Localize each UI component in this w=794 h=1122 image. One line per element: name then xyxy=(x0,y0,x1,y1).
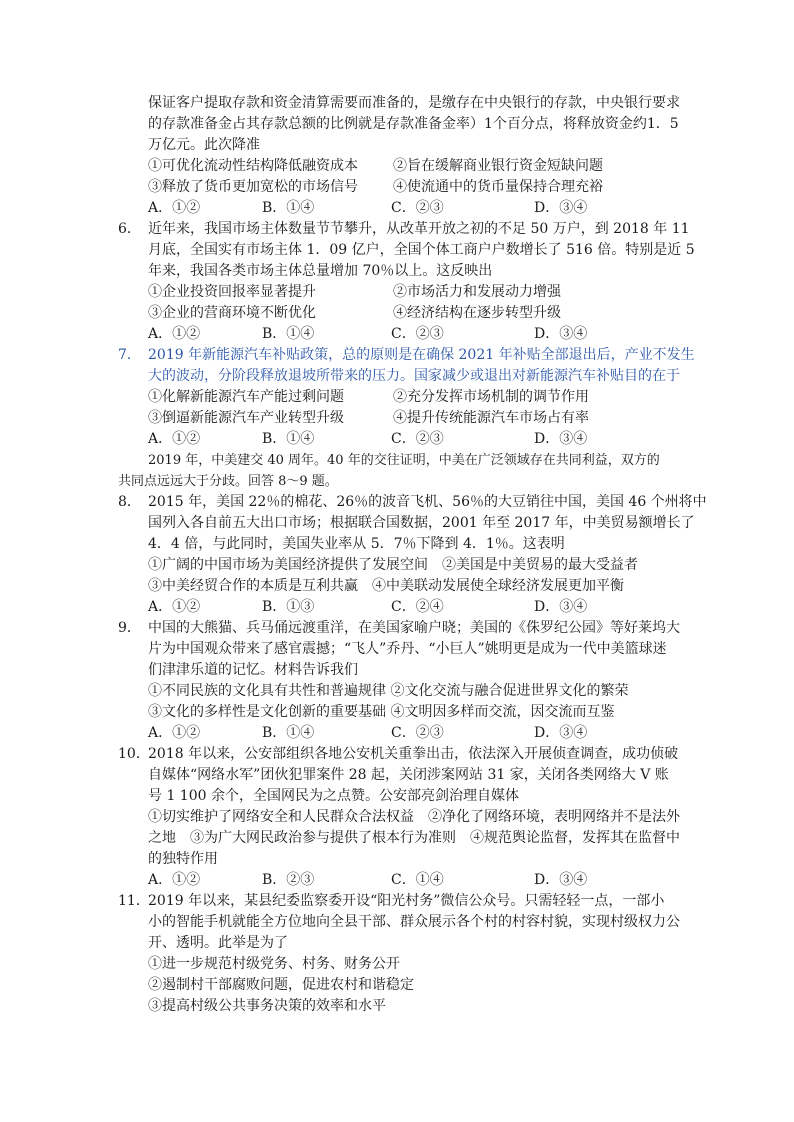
stem-line: 开、透明。此举是为了 xyxy=(148,935,288,951)
question-5-continued xyxy=(118,93,678,219)
option-a: A．①② xyxy=(148,725,201,741)
option-d: D．③④ xyxy=(534,725,588,741)
material-line: 共同点远远大于分歧。回答 8～9 题。 xyxy=(118,474,338,489)
stem-line: 保证客户提取存款和资金清算需要而准备的，是缴存在中央银行的存款，中央银行要求 xyxy=(148,95,680,111)
stem-line: 小的智能手机就能全方位地向全县干部、群众展示各个村的村容村貌，实现村级权力公 xyxy=(148,914,680,930)
option-c: C．①④ xyxy=(391,872,444,888)
stem-line xyxy=(118,618,678,639)
stem-text: 2019 年以来，某县纪委监察委开设“阳光村务”微信公众号。只需轻轻一点，一部小 xyxy=(148,893,665,909)
choice-line: ①切实维护了网络安全和人民群众合法权益 ②净化了网络环境，表明网络并不是法外 xyxy=(148,809,680,825)
question-number: 7． xyxy=(118,347,141,363)
option-b: B．②③ xyxy=(262,872,315,888)
stem-line xyxy=(118,891,678,912)
answer-options xyxy=(118,597,678,618)
choice-row xyxy=(118,177,678,198)
question-number: 8． xyxy=(118,494,141,510)
shared-material xyxy=(118,450,678,492)
stem-line: 自媒体“网络水军”团伙犯罪案件 28 起，关闭涉案网站 31 家，关闭各类网络大 V 账 xyxy=(148,767,669,783)
option-d: D．③④ xyxy=(534,872,588,888)
question-8 xyxy=(118,492,707,618)
choice-1: ①可优化流动性结构降低融资成本 xyxy=(148,158,358,174)
choice-4: ④使流通中的货币量保持合理充裕 xyxy=(393,179,603,195)
option-d: D．③④ xyxy=(534,200,588,216)
choice-line: ①广阔的中国市场为美国经济提供了发展空间 ②美国是中美贸易的最大受益者 xyxy=(148,557,638,573)
option-a: A．①② xyxy=(148,326,201,342)
answer-options xyxy=(118,870,678,891)
option-c: C．②③ xyxy=(391,200,444,216)
stem-line: 月底，全国实有市场主体 1．09 亿户，全国个体工商户户数增长了 516 倍。特别是近 5 xyxy=(148,242,695,258)
choice-3: ③释放了货币更加宽松的市场信号 xyxy=(148,179,358,195)
choice-2: ②充分发挥市场机制的调节作用 xyxy=(393,389,589,405)
option-a: A．①② xyxy=(148,200,201,216)
option-b: B．①④ xyxy=(262,431,315,447)
choice-row xyxy=(118,303,678,324)
stem-text: 近年来，我国市场主体数量节节攀升，从改革开放之初的不足 50 万户，到 2018 年 11 xyxy=(148,221,690,237)
choice-line: ②遏制村干部腐败问题，促进农村和谐稳定 xyxy=(148,977,414,993)
option-b: B．①③ xyxy=(262,599,315,615)
stem-line: 国列入各自前五大出口市场；根据联合国数据，2001 年至 2017 年，中美贸易额增长了 xyxy=(148,515,695,531)
option-d: D．③④ xyxy=(534,326,588,342)
choice-row xyxy=(118,408,678,429)
choice-4: ④经济结构在逐步转型升级 xyxy=(393,305,561,321)
stem-line: 号 1 100 余个，全国网民为之点赞。公安部亮剑治理自媒体 xyxy=(148,788,519,804)
option-a: A．①② xyxy=(148,872,201,888)
stem-line: 片为中国观众带来了感官震撼；“飞人”乔丹、“小巨人”姚明更是成为一代中美篮球迷 xyxy=(148,641,667,657)
question-number: 6． xyxy=(118,221,141,237)
choice-row xyxy=(118,282,678,303)
option-d: D．③④ xyxy=(534,599,588,615)
question-number: 10． xyxy=(118,746,150,762)
option-b: B．①④ xyxy=(262,326,315,342)
stem-text: 2018 年以来，公安部组织各地公安机关重拳出击，依法深入开展侦查调查，成功侦破 xyxy=(148,746,679,762)
question-number: 9． xyxy=(118,620,141,636)
option-c: C．②④ xyxy=(391,599,444,615)
material-line: 2019 年，中美建交 40 周年。40 年的交往证明，中美在广泛领域存在共同利益，双方的 xyxy=(148,453,660,468)
question-10 xyxy=(118,744,678,891)
stem-line: 大的波动，分阶段释放退坡所带来的压力。国家减少或退出对新能源汽车补贴目的在于 xyxy=(148,368,680,384)
option-b: B．①④ xyxy=(262,200,315,216)
choice-row xyxy=(118,156,678,177)
stem-text: 2019 年新能源汽车补贴政策，总的原则是在确保 2021 年补贴全部退出后，产业不发生 xyxy=(148,347,695,363)
question-11 xyxy=(118,891,678,1017)
option-d: D．③④ xyxy=(534,431,588,447)
choice-line: 的独特作用 xyxy=(148,851,218,867)
stem-line: 们津津乐道的记忆。材料告诉我们 xyxy=(148,662,358,678)
choice-line: ①进一步规范村级党务、村务、财务公开 xyxy=(148,956,400,972)
answer-options xyxy=(118,429,678,450)
option-c: C．②③ xyxy=(391,725,444,741)
answer-options xyxy=(118,723,678,744)
choice-line: ①不同民族的文化具有共性和普遍规律 ②文化交流与融合促进世界文化的繁荣 xyxy=(148,683,629,699)
stem-text: 2015 年，美国 22％的棉花、26％的波音飞机、56％的大豆销往中国，美国 46 个州将中 xyxy=(148,494,707,510)
choice-line: ③中美经贸合作的本质是互利共赢 ④中美联动发展使全球经济发展更加平衡 xyxy=(148,578,624,594)
option-a: A．①② xyxy=(148,431,201,447)
stem-line xyxy=(118,492,707,513)
stem-line: 年来，我国各类市场主体总量增加 70％以上。这反映出 xyxy=(148,263,493,279)
answer-options xyxy=(118,198,678,219)
choice-2: ②旨在缓解商业银行资金短缺问题 xyxy=(393,158,603,174)
page-content xyxy=(118,93,707,1017)
question-7 xyxy=(118,345,695,450)
choice-3: ③倒逼新能源汽车产业转型升级 xyxy=(148,410,344,426)
stem-line xyxy=(118,219,690,240)
choice-4: ④提升传统能源汽车市场占有率 xyxy=(393,410,589,426)
option-a: A．①② xyxy=(148,599,201,615)
stem-line xyxy=(118,744,678,765)
answer-options xyxy=(118,324,678,345)
choice-line: ③文化的多样性是文化创新的重要基础 ④文明因多样而交流，因交流而互鉴 xyxy=(148,704,615,720)
stem-line: 的存款准备金占其存款总额的比例就是存款准备金率）1个百分点，将释放资金约1．5 xyxy=(148,116,679,132)
stem-line: 4．4 倍，与此同时，美国失业率从 5．7％下降到 4．1％。这表明 xyxy=(148,536,565,552)
option-c: C．②③ xyxy=(391,326,444,342)
choice-line: 之地 ③为广大网民政治参与提供了根本行为准则 ④规范舆论监督，发挥其在监督中 xyxy=(148,830,680,846)
question-number: 11． xyxy=(118,893,150,909)
option-b: B．①④ xyxy=(262,725,315,741)
question-9 xyxy=(118,618,678,744)
option-c: C．②③ xyxy=(391,431,444,447)
choice-1: ①化解新能源汽车产能过剩问题 xyxy=(148,389,344,405)
choice-row xyxy=(118,387,678,408)
stem-text: 中国的大熊猫、兵马俑远渡重洋，在美国家喻户晓；美国的《侏罗纪公园》等好莱坞大 xyxy=(148,620,680,636)
stem-line: 万亿元。此次降准 xyxy=(148,137,260,153)
choice-1: ①企业投资回报率显著提升 xyxy=(148,284,316,300)
choice-2: ②市场活力和发展动力增强 xyxy=(393,284,561,300)
stem-line xyxy=(118,345,695,366)
question-6 xyxy=(118,219,695,345)
choice-3: ③企业的营商环境不断优化 xyxy=(148,305,316,321)
choice-line: ③提高村级公共事务决策的效率和水平 xyxy=(148,998,386,1014)
